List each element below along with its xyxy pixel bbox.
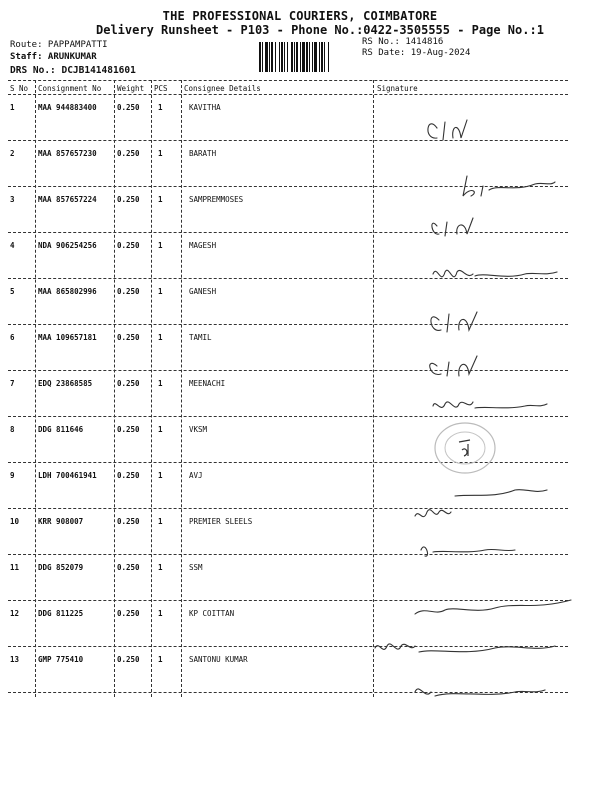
row-consignee: SAMPREMMOSES (189, 195, 244, 204)
table-row (0, 190, 600, 236)
row-divider (8, 186, 568, 187)
row-sno: 5 (10, 287, 15, 296)
row-weight: 0.250 (117, 471, 140, 480)
column-header-sno: S No (10, 84, 29, 93)
row-pcs: 1 (158, 471, 163, 480)
row-consignee: SSM (189, 563, 203, 572)
table-row (0, 512, 600, 558)
row-sno: 4 (10, 241, 15, 250)
table-row (0, 558, 600, 604)
signature-mark (375, 662, 570, 708)
row-weight: 0.250 (117, 379, 140, 388)
column-header-consignment: Consignment No (38, 84, 102, 93)
row-weight: 0.250 (117, 333, 140, 342)
row-consignment-no: GMP 775410 (38, 655, 84, 664)
row-consignment-no: EDQ 23868585 (38, 379, 93, 388)
barcode-bar (314, 42, 317, 72)
row-weight: 0.250 (117, 425, 140, 434)
row-divider (8, 370, 568, 371)
row-sno: 10 (10, 517, 20, 526)
row-pcs: 1 (158, 517, 163, 526)
row-consignment-no: MAA 865802996 (38, 287, 97, 296)
row-consignee: KAVITHA (189, 103, 221, 112)
barcode-bar (302, 42, 305, 72)
receipt-stamp (432, 420, 498, 476)
column-header-signature: Signature (377, 84, 418, 93)
drs-number: DRS No.: DCJB141481601 (10, 65, 136, 76)
row-consignee: SANTONU KUMAR (189, 655, 248, 664)
row-consignee: BARATH (189, 149, 217, 158)
barcode-bar (284, 42, 285, 72)
table-row (0, 98, 600, 144)
table-row (0, 374, 600, 420)
row-sno: 9 (10, 471, 15, 480)
row-weight: 0.250 (117, 517, 140, 526)
barcode-bar (275, 42, 276, 72)
barcode-bar (319, 42, 320, 72)
rs-date: RS Date: 19-Aug-2024 (362, 48, 471, 58)
row-sno: 8 (10, 425, 15, 434)
row-sno: 7 (10, 379, 15, 388)
table-row (0, 282, 600, 328)
signature-mark (375, 194, 570, 240)
row-consignment-no: KRR 908007 (38, 517, 84, 526)
row-pcs: 1 (158, 333, 163, 342)
row-divider (8, 140, 568, 141)
row-weight: 0.250 (117, 149, 140, 158)
barcode-bar (309, 42, 310, 72)
row-weight: 0.250 (117, 609, 140, 618)
barcode-bar (321, 42, 323, 72)
column-header-weight: Weight (117, 84, 145, 93)
row-divider (8, 600, 568, 601)
barcode-bar (279, 42, 280, 72)
row-divider (8, 324, 568, 325)
row-pcs: 1 (158, 241, 163, 250)
row-consignee: PREMIER SLEELS (189, 517, 253, 526)
row-weight: 0.250 (117, 241, 140, 250)
row-consignment-no: DDG 852079 (38, 563, 84, 572)
row-sno: 3 (10, 195, 15, 204)
row-divider (8, 232, 568, 233)
row-pcs: 1 (158, 609, 163, 618)
table-row (0, 466, 600, 512)
table-header-rule (8, 94, 568, 95)
barcode-bar (306, 42, 308, 72)
barcode-bar (262, 42, 263, 72)
barcode-bar (324, 42, 325, 72)
row-sno: 2 (10, 149, 15, 158)
row-divider (8, 508, 568, 509)
row-consignee: AVJ (189, 471, 203, 480)
runsheet-subtitle: Delivery Runsheet - P103 - Phone No.:0422-3505555 - Page No.:1 (96, 23, 544, 37)
table-row (0, 650, 600, 696)
row-consignee: MEENACHI (189, 379, 226, 388)
barcode-bar (296, 42, 298, 72)
row-consignment-no: MAA 857657230 (38, 149, 97, 158)
rs-number: RS No.: 1414816 (362, 37, 444, 47)
row-weight: 0.250 (117, 195, 140, 204)
row-sno: 11 (10, 563, 20, 572)
row-consignee: KP COITTAN (189, 609, 235, 618)
table-row (0, 236, 600, 282)
barcode-bar (312, 42, 313, 72)
barcode-bar (269, 42, 270, 72)
row-consignee: TAMIL (189, 333, 212, 342)
row-divider (8, 692, 568, 693)
row-divider (8, 554, 568, 555)
barcode-bar (291, 42, 293, 72)
row-consignment-no: DDG 811646 (38, 425, 84, 434)
row-weight: 0.250 (117, 103, 140, 112)
table-row (0, 420, 600, 466)
barcode-bar (271, 42, 273, 72)
row-sno: 12 (10, 609, 20, 618)
row-pcs: 1 (158, 195, 163, 204)
signature-mark (375, 332, 570, 378)
row-sno: 6 (10, 333, 15, 342)
row-consignee: VKSM (189, 425, 208, 434)
row-sno: 13 (10, 655, 20, 664)
row-pcs: 1 (158, 425, 163, 434)
column-header-pcs: PCS (154, 84, 168, 93)
row-consignment-no: DDG 811225 (38, 609, 84, 618)
barcode-bar (281, 42, 283, 72)
row-consignee: GANESH (189, 287, 217, 296)
barcode-bar (265, 42, 268, 72)
table-row (0, 328, 600, 374)
barcode-bar (287, 42, 288, 72)
barcode-bar (300, 42, 301, 72)
row-weight: 0.250 (117, 563, 140, 572)
row-pcs: 1 (158, 287, 163, 296)
company-title: THE PROFESSIONAL COURIERS, COIMBATORE (162, 9, 438, 23)
row-divider (8, 646, 568, 647)
row-divider (8, 416, 568, 417)
route-label: Route: PAPPAMPATTI (10, 40, 108, 50)
barcode-image (259, 42, 355, 72)
row-consignment-no: MAA 857657224 (38, 195, 97, 204)
row-consignment-no: MAA 944883400 (38, 103, 97, 112)
table-top-rule (8, 80, 568, 81)
row-pcs: 1 (158, 379, 163, 388)
row-consignment-no: MAA 109657181 (38, 333, 97, 342)
row-consignment-no: LDH 700461941 (38, 471, 97, 480)
barcode-bar (259, 42, 261, 72)
table-row (0, 144, 600, 190)
row-pcs: 1 (158, 149, 163, 158)
staff-label: Staff: ARUNKUMAR (10, 52, 97, 62)
row-consignee: MAGESH (189, 241, 217, 250)
row-weight: 0.250 (117, 655, 140, 664)
row-pcs: 1 (158, 563, 163, 572)
table-row (0, 604, 600, 650)
barcode-bar (328, 42, 329, 72)
row-weight: 0.250 (117, 287, 140, 296)
row-sno: 1 (10, 103, 15, 112)
row-consignment-no: NDA 906254256 (38, 241, 97, 250)
row-pcs: 1 (158, 103, 163, 112)
row-divider (8, 278, 568, 279)
row-pcs: 1 (158, 655, 163, 664)
column-header-consignee: Consignee Details (184, 84, 261, 93)
barcode-bar (294, 42, 295, 72)
